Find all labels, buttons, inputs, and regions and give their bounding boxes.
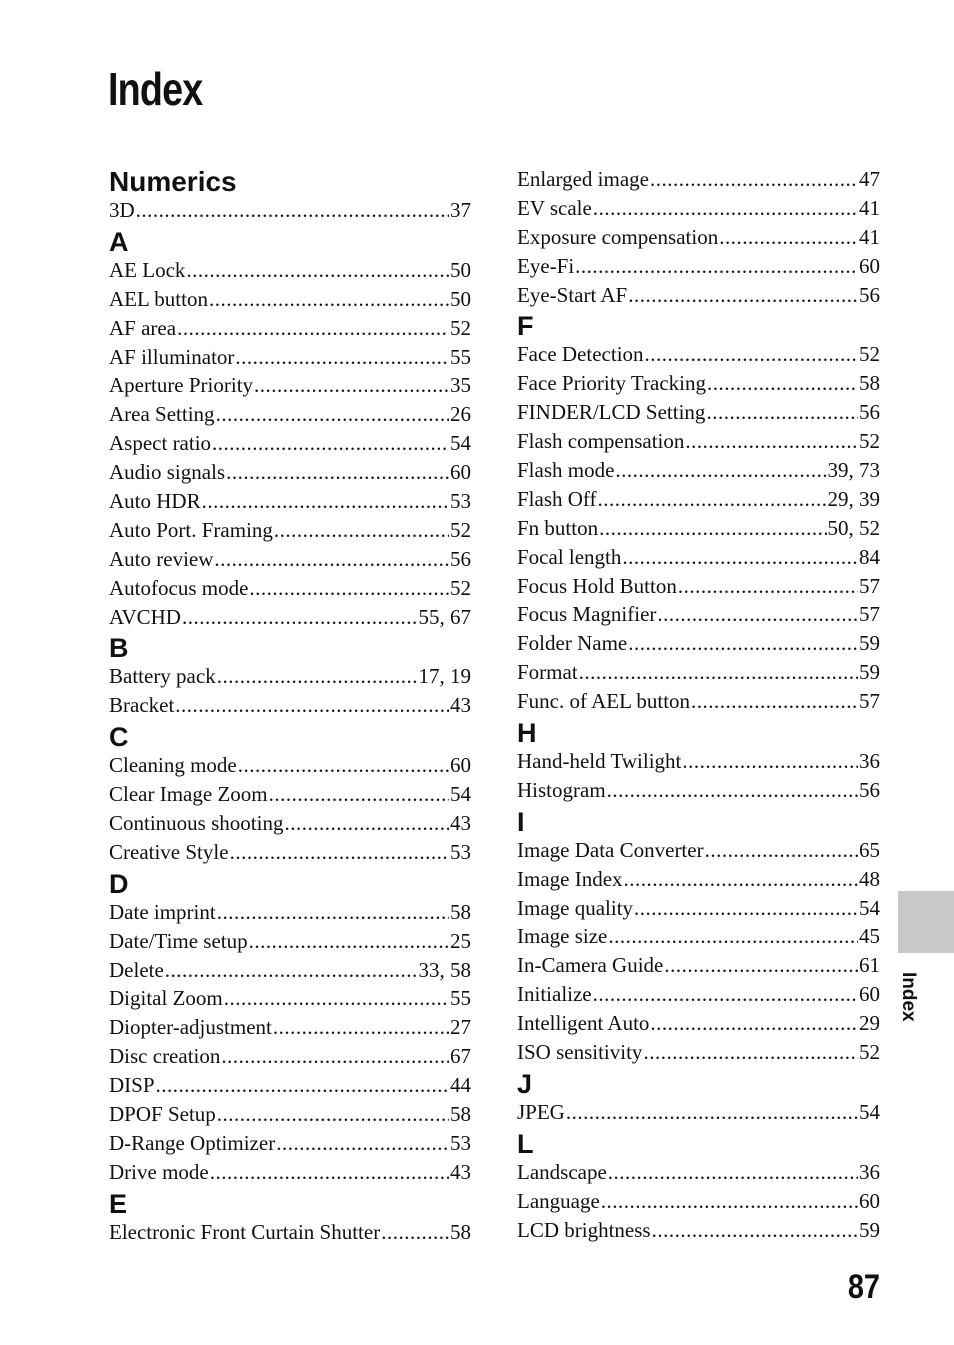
page-title: Index — [108, 63, 203, 115]
index-entry-page: 37 — [450, 198, 471, 222]
index-entry-term: JPEG — [517, 1099, 565, 1124]
dot-leader — [235, 343, 449, 372]
index-entry — [109, 196, 471, 225]
index-entry — [517, 194, 880, 223]
index-entry-page: 56 — [859, 777, 880, 802]
dot-leader — [269, 780, 449, 809]
index-entry — [517, 922, 880, 951]
index-entry-term: Cleaning mode — [109, 753, 237, 778]
index-entry-page: 60 — [450, 753, 471, 778]
index-column-right — [517, 165, 880, 1245]
index-entry — [517, 456, 880, 485]
dot-leader — [209, 285, 449, 314]
index-entry-term: ISO sensitivity — [517, 1040, 643, 1065]
dot-leader — [156, 1071, 449, 1100]
dot-leader — [249, 927, 449, 956]
index-entry — [517, 398, 880, 427]
index-entry-page: 55, 67 — [418, 604, 471, 629]
dot-leader — [657, 600, 858, 629]
section-heading: Numerics — [109, 166, 237, 197]
index-entry — [517, 951, 880, 980]
side-tab-label: Index — [898, 972, 919, 1022]
index-entry — [109, 574, 471, 603]
index-entry — [109, 1042, 471, 1071]
index-entry-page: 41 — [859, 224, 880, 249]
index-entry-page: 48 — [859, 866, 880, 891]
index-entry — [109, 1158, 471, 1187]
dot-leader — [615, 456, 826, 485]
index-entry-term: Flash Off — [517, 486, 597, 511]
dot-leader — [217, 1100, 449, 1129]
index-entry — [109, 371, 471, 400]
dot-leader — [210, 1158, 449, 1187]
index-entry-page: 84 — [859, 544, 880, 569]
section-heading: J — [517, 1068, 533, 1099]
index-entry — [517, 514, 880, 543]
index-entry-term: Intelligent Auto — [517, 1011, 650, 1036]
index-entry-page: 52 — [450, 517, 471, 542]
dot-leader — [136, 196, 449, 225]
dot-leader — [186, 256, 449, 285]
index-entry-term: Fn button — [517, 515, 599, 540]
section-heading: I — [517, 806, 525, 837]
index-entry-page: 56 — [450, 546, 471, 571]
index-entry — [517, 894, 880, 923]
index-entry-term: Exposure compensation — [517, 224, 719, 249]
dot-leader — [598, 485, 827, 514]
dot-leader — [177, 314, 449, 343]
dot-leader — [607, 776, 858, 805]
index-entry-term: Format — [517, 660, 578, 685]
index-entry-term: Digital Zoom — [109, 986, 223, 1011]
index-entry — [517, 252, 880, 281]
dot-leader — [691, 687, 858, 716]
dot-leader — [652, 1216, 858, 1245]
index-entry — [109, 285, 471, 314]
index-entry — [517, 165, 880, 194]
dot-leader — [706, 398, 858, 427]
dot-leader — [650, 1009, 858, 1038]
index-entry-term: Hand-held Twilight — [517, 749, 682, 774]
dot-leader — [214, 545, 449, 574]
dot-leader — [249, 574, 449, 603]
index-entry-term: Landscape — [517, 1159, 607, 1184]
dot-leader — [624, 865, 858, 894]
dot-leader — [182, 603, 418, 632]
dot-leader — [682, 747, 858, 776]
index-entry — [109, 458, 471, 487]
index-entry — [109, 691, 471, 720]
dot-leader — [707, 369, 858, 398]
index-entry — [517, 1009, 880, 1038]
dot-leader — [216, 400, 449, 429]
dot-leader — [622, 543, 858, 572]
index-entry-page: 54 — [859, 895, 880, 920]
index-entry-term: LCD brightness — [517, 1217, 651, 1242]
index-entry-page: 53 — [450, 489, 471, 514]
index-entry-page: 39, 73 — [827, 458, 880, 483]
index-entry-term: Autofocus mode — [109, 575, 249, 600]
index-entry — [109, 487, 471, 516]
index-entry-term: In-Camera Guide — [517, 953, 664, 978]
index-entry-term: Initialize — [517, 982, 592, 1007]
index-entry — [517, 600, 880, 629]
index-entry-page: 57 — [859, 602, 880, 627]
index-entry-page: 36 — [859, 749, 880, 774]
index-entry-term: Clear Image Zoom — [109, 782, 268, 807]
index-entry-page: 58 — [450, 1102, 471, 1127]
dot-leader — [628, 281, 858, 310]
index-entry-page: 27 — [450, 1015, 471, 1040]
index-entry-term: Aspect ratio — [109, 431, 212, 456]
dot-leader — [276, 1129, 449, 1158]
index-entry-term: Area Setting — [109, 402, 215, 427]
index-entry-term: FINDER/LCD Setting — [517, 400, 706, 425]
index-entry-page: 67 — [450, 1044, 471, 1069]
index-entry-page: 60 — [859, 982, 880, 1007]
section-heading: F — [517, 311, 534, 342]
index-entry — [109, 780, 471, 809]
dot-leader — [212, 429, 449, 458]
page-number: 87 — [847, 1268, 880, 1306]
index-entry — [109, 545, 471, 574]
index-entry-page: 47 — [859, 167, 880, 191]
index-entry-page: 57 — [859, 689, 880, 714]
index-entry-term: AEL button — [109, 286, 208, 311]
index-entry — [109, 956, 471, 985]
index-entry-term: DISP — [109, 1073, 155, 1098]
index-entry — [517, 485, 880, 514]
index-entry — [517, 223, 880, 252]
index-entry-page: 65 — [859, 837, 880, 862]
dot-leader — [634, 894, 858, 923]
index-entry-page: 52 — [859, 342, 880, 367]
index-entry — [109, 1129, 471, 1158]
index-entry-term: Eye-Start AF — [517, 282, 628, 307]
index-entry-page: 60 — [450, 460, 471, 485]
index-entry-page: 33, 58 — [418, 957, 471, 982]
index-entry-term: Folder Name — [517, 631, 628, 656]
index-entry-page: 58 — [450, 899, 471, 924]
dot-leader — [685, 427, 858, 456]
index-entry-page: 58 — [450, 1219, 471, 1244]
index-entry-page: 55 — [450, 344, 471, 369]
index-entry-term: Aperture Priority — [109, 373, 254, 398]
index-entry — [109, 898, 471, 927]
index-entry — [517, 340, 880, 369]
index-entry-term: Focus Magnifier — [517, 602, 657, 627]
index-column-left — [109, 165, 471, 1247]
dot-leader — [274, 516, 449, 545]
index-entry-page: 60 — [859, 1188, 880, 1213]
dot-leader — [575, 252, 858, 281]
index-entry-page: 55 — [450, 986, 471, 1011]
index-entry-page: 45 — [859, 924, 880, 949]
index-entry — [109, 1100, 471, 1129]
section-heading: B — [109, 633, 129, 664]
index-entry-term: Creative Style — [109, 839, 229, 864]
section-heading: E — [109, 1188, 128, 1219]
dot-leader — [254, 371, 449, 400]
index-entry — [109, 984, 471, 1013]
section-heading: A — [109, 226, 129, 257]
dot-leader — [608, 1158, 858, 1187]
index-entry-term: Battery pack — [109, 664, 216, 689]
index-entry — [109, 429, 471, 458]
index-entry-term: Bracket — [109, 693, 175, 718]
index-entry-page: 26 — [450, 402, 471, 427]
dot-leader — [226, 458, 449, 487]
index-entry-term: Flash compensation — [517, 429, 685, 454]
dot-leader — [593, 980, 858, 1009]
index-entry — [517, 980, 880, 1009]
dot-leader — [645, 340, 858, 369]
index-entry-term: Flash mode — [517, 458, 615, 483]
index-entry-page: 56 — [859, 400, 880, 425]
index-entry-term: D-Range Optimizer — [109, 1130, 276, 1155]
dot-leader — [381, 1218, 449, 1247]
index-entry — [109, 927, 471, 956]
index-entry-term: Histogram — [517, 777, 606, 802]
index-entry-page: 44 — [450, 1073, 471, 1098]
dot-leader — [165, 956, 418, 985]
index-entry-term: Date imprint — [109, 899, 216, 924]
index-entry-term: Image Data Converter — [517, 837, 704, 862]
index-entry-term: Image size — [517, 924, 608, 949]
index-entry-page: 61 — [859, 953, 880, 978]
dot-leader — [221, 1042, 449, 1071]
index-entry-page: 53 — [450, 1130, 471, 1155]
index-entry-term: Drive mode — [109, 1159, 209, 1184]
index-entry — [517, 1158, 880, 1187]
index-entry — [109, 256, 471, 285]
dot-leader — [719, 223, 858, 252]
dot-leader — [202, 487, 449, 516]
dot-leader — [566, 1098, 858, 1127]
index-entry — [517, 865, 880, 894]
index-entry — [109, 751, 471, 780]
dot-leader — [230, 838, 449, 867]
index-entry-page: 29 — [859, 1011, 880, 1036]
index-entry — [517, 427, 880, 456]
dot-leader — [664, 951, 858, 980]
index-entry-page: 50 — [450, 286, 471, 311]
index-entry-term: Language — [517, 1188, 600, 1213]
index-entry-page: 60 — [859, 253, 880, 278]
index-entry-term: Delete — [109, 957, 164, 982]
index-entry-term: Diopter-adjustment — [109, 1015, 272, 1040]
dot-leader — [593, 194, 858, 223]
index-entry-term: Date/Time setup — [109, 928, 248, 953]
index-entry-term: EV scale — [517, 195, 592, 220]
index-entry — [517, 1187, 880, 1216]
index-entry — [109, 1013, 471, 1042]
dot-leader — [628, 629, 858, 658]
index-entry-term: AF area — [109, 315, 177, 340]
index-entry-page: 59 — [859, 631, 880, 656]
index-entry — [517, 687, 880, 716]
section-heading: L — [517, 1128, 534, 1159]
dot-leader — [705, 836, 858, 865]
index-entry-page: 56 — [859, 282, 880, 307]
dot-leader — [217, 662, 418, 691]
index-entry-term: Auto Port. Framing — [109, 517, 273, 542]
index-entry-page: 43 — [450, 811, 471, 836]
dot-leader — [678, 572, 858, 601]
dot-leader — [284, 809, 449, 838]
index-entry — [517, 1216, 880, 1245]
index-entry-page: 59 — [859, 660, 880, 685]
index-entry-term: Auto review — [109, 546, 214, 571]
index-entry-page: 43 — [450, 693, 471, 718]
index-entry-term: Continuous shooting — [109, 811, 284, 836]
index-entry-page: 29, 39 — [827, 486, 880, 511]
dot-leader — [650, 165, 858, 194]
dot-leader — [608, 922, 858, 951]
index-entry — [517, 369, 880, 398]
index-entry-term: Electronic Front Curtain Shutter — [109, 1219, 381, 1244]
index-entry-term: DPOF Setup — [109, 1102, 216, 1127]
index-entry-term: Func. of AEL button — [517, 689, 691, 714]
index-entry-page: 36 — [859, 1159, 880, 1184]
index-entry-term: Image quality — [517, 895, 634, 920]
index-entry-page: 54 — [859, 1099, 880, 1124]
index-entry — [109, 516, 471, 545]
dot-leader — [175, 691, 449, 720]
section-heading: D — [109, 868, 129, 899]
dot-leader — [217, 898, 449, 927]
index-entry-term: Eye-Fi — [517, 253, 575, 278]
index-entry — [109, 1071, 471, 1100]
index-entry-page: 41 — [859, 195, 880, 220]
dot-leader — [601, 1187, 858, 1216]
index-entry-page: 43 — [450, 1159, 471, 1184]
dot-leader — [238, 751, 449, 780]
index-entry — [109, 662, 471, 691]
index-entry-term: Image Index — [517, 866, 623, 891]
section-heading: C — [109, 722, 129, 753]
index-entry-page: 25 — [450, 928, 471, 953]
index-entry — [109, 400, 471, 429]
index-entry — [517, 836, 880, 865]
index-entry-page: 54 — [450, 782, 471, 807]
index-entry-page: 53 — [450, 839, 471, 864]
index-entry-term: AE Lock — [109, 257, 186, 282]
index-entry — [517, 1098, 880, 1127]
index-entry — [109, 603, 471, 632]
index-entry — [517, 747, 880, 776]
index-entry-page: 58 — [859, 371, 880, 396]
index-entry-page: 50 — [450, 257, 471, 282]
index-entry-page: 54 — [450, 431, 471, 456]
index-entry-page: 17, 19 — [418, 664, 471, 689]
index-entry — [109, 314, 471, 343]
index-entry-page: 52 — [450, 315, 471, 340]
index-entry — [109, 1218, 471, 1247]
index-entry-term: Enlarged image — [517, 167, 649, 191]
index-entry-term: Disc creation — [109, 1044, 221, 1069]
dot-leader — [643, 1038, 858, 1067]
index-entry — [517, 572, 880, 601]
index-entry — [517, 629, 880, 658]
index-entry-term: 3D — [109, 198, 135, 222]
index-entry-term: Face Detection — [517, 342, 644, 367]
index-entry-term: Audio signals — [109, 460, 226, 485]
index-entry-term: Auto HDR — [109, 489, 201, 514]
side-tab-marker — [898, 891, 954, 953]
index-entry-page: 52 — [859, 1040, 880, 1065]
dot-leader — [579, 658, 858, 687]
index-entry-page: 57 — [859, 573, 880, 598]
index-entry — [109, 838, 471, 867]
dot-leader — [273, 1013, 449, 1042]
index-entry-term: AF illuminator — [109, 344, 235, 369]
index-entry-term: Face Priority Tracking — [517, 371, 706, 396]
index-entry-page: 52 — [450, 575, 471, 600]
dot-leader — [599, 514, 826, 543]
index-entry — [517, 658, 880, 687]
index-entry — [109, 809, 471, 838]
index-entry — [109, 343, 471, 372]
index-entry-page: 35 — [450, 373, 471, 398]
index-entry-page: 52 — [859, 429, 880, 454]
dot-leader — [224, 984, 449, 1013]
index-entry-term: AVCHD — [109, 604, 181, 629]
index-entry — [517, 281, 880, 310]
index-entry-term: Focal length — [517, 544, 622, 569]
index-entry — [517, 776, 880, 805]
index-entry — [517, 1038, 880, 1067]
index-entry — [517, 543, 880, 572]
index-entry-page: 59 — [859, 1217, 880, 1242]
index-entry-term: Focus Hold Button — [517, 573, 677, 598]
index-entry-page: 50, 52 — [827, 515, 880, 540]
section-heading: H — [517, 718, 537, 749]
